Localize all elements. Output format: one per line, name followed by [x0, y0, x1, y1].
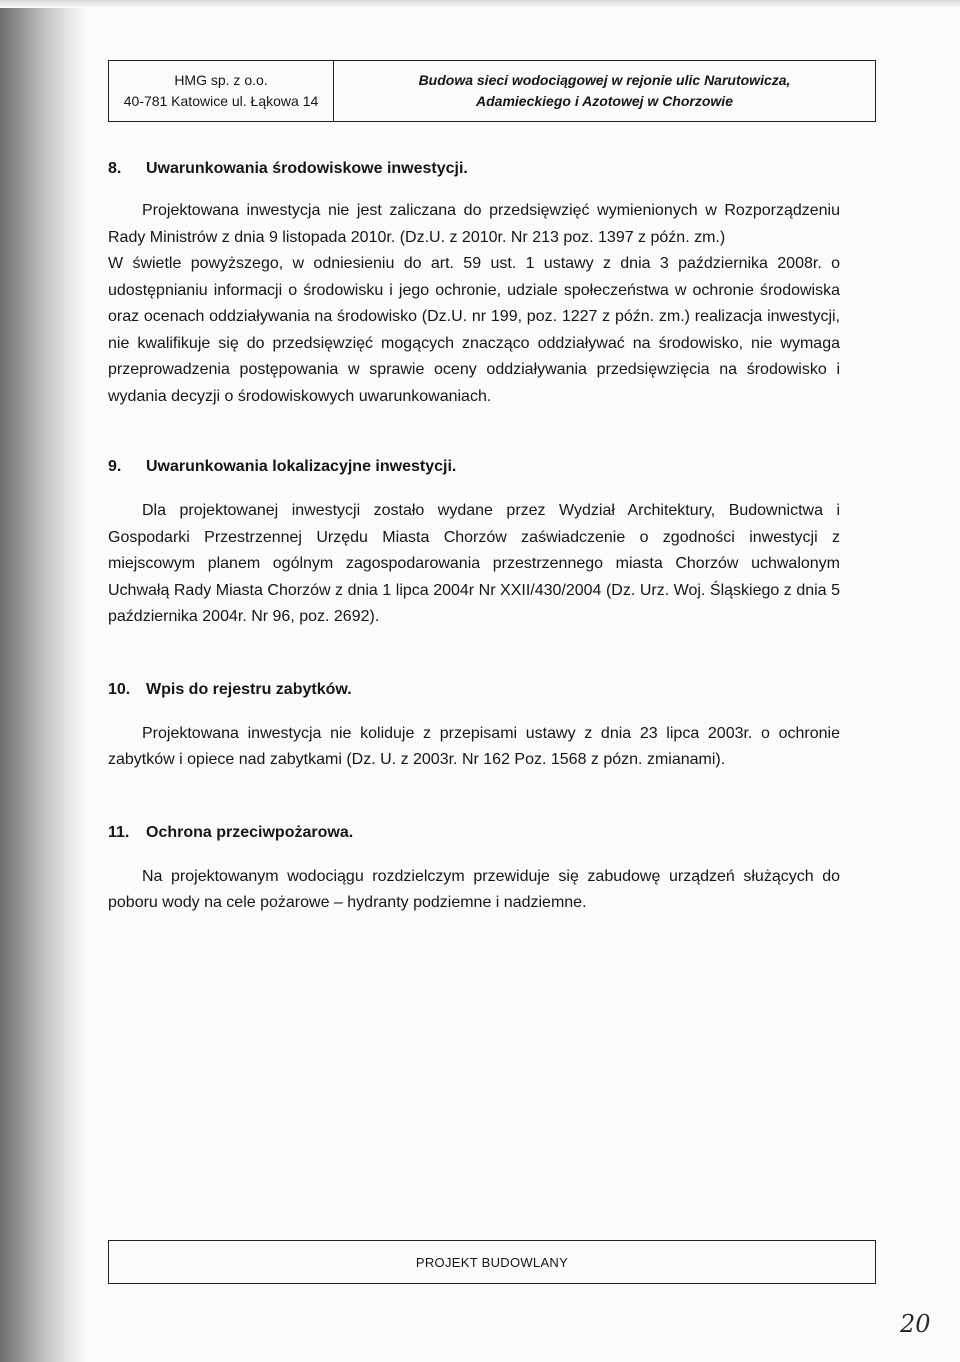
document-body: [108, 160, 840, 917]
section-number: 10.: [108, 680, 131, 698]
project-title-line1: Budowa sieci wodociągowej w rejonie ulic Narutowicza,: [418, 72, 791, 88]
document-footer: [108, 1240, 876, 1284]
scan-binding-shadow: [0, 0, 86, 1362]
handwritten-page-number: 20: [900, 1310, 931, 1338]
footer-label: PROJEKT BUDOWLANY: [415, 1254, 569, 1270]
section-heading: [108, 681, 840, 699]
company-name: HMG sp. z o.o.: [174, 72, 268, 88]
section-title: Uwarunkowania lokalizacyjne inwestycji.: [146, 458, 457, 475]
company-address: 40-781 Katowice ul. Łąkowa 14: [123, 93, 319, 109]
section-number: 9.: [108, 458, 122, 475]
section-10: [108, 681, 840, 774]
paragraph: Projektowana inwestycja nie koliduje z przepisami ustawy z dnia 23 lipca 2003r. o ochronie zabytków i opiece nad zabytkami (Dz. U. z 2003r. Nr 162 Poz. 1568 z pózn. zmianami).: [108, 724, 840, 768]
section-heading: [108, 160, 840, 178]
section-title: Uwarunkowania środowiskowe inwestycji.: [146, 160, 468, 177]
section-heading: [108, 824, 840, 842]
project-title: [334, 61, 875, 121]
project-title-line2: Adamieckiego i Azotowej w Chorzowie: [476, 93, 733, 109]
document-header: [108, 60, 876, 122]
section-number: 11.: [108, 823, 130, 841]
paragraph: W świetle powyższego, w odniesieniu do art. 59 ust. 1 ustawy z dnia 3 października 2008r. o udostępnianiu informacji o środowisku i jego ochronie, udziale społeczeństwa w ochronie środowiska oraz ocenach oddziaływania na środowisko (Dz.U. nr 199, poz. 1227 z późn. zm.) realizacja inwestycji, nie kwalifikuje się do przedsięwzięć mogących znacząco oddziaływać na środowisko, nie wymaga przeprowadzenia postępowania w sprawie oceny oddziaływania przedsięwzięcia na środowisko i wydania decyzji o środowiskowych uwarunkowaniach.: [108, 255, 840, 405]
section-8: [108, 160, 840, 410]
section-11: [108, 824, 840, 917]
scan-top-edge: [0, 0, 960, 8]
paragraph: Dla projektowanej inwestycji zostało wydane przez Wydział Architektury, Budownictwa i Gospodarki Przestrzennej Urzędu Miasta Chorzów zaświadczenie o zgodności inwestycji z miejscowym planem ogólnym zagospodarowania przestrzennego miasta Chorzów uchwalonym Uchwałą Rady Miasta Chorzów z dnia 1 lipca 2004r Nr XXII/430/2004 (Dz. Urz. Woj. Śląskiego z dnia 5 października 2004r. Nr 96, poz. 2692).: [108, 502, 840, 625]
section-9: [108, 458, 840, 631]
paragraph: Projektowana inwestycja nie jest zaliczana do przedsięwzięć wymienionych w Rozporządzeniu Rady Ministrów z dnia 9 listopada 2010r. (Dz.U. z 2010r. Nr 213 poz. 1397 z późn. zm.): [108, 202, 840, 246]
company-info: [109, 61, 334, 121]
section-title: Ochrona przeciwpożarowa.: [146, 823, 354, 841]
section-title: Wpis do rejestru zabytków.: [146, 680, 352, 698]
section-heading: [108, 458, 840, 476]
section-number: 8.: [108, 160, 122, 177]
paragraph: Na projektowanym wodociągu rozdzielczym przewiduje się zabudowę urządzeń służących do poboru wody na cele pożarowe – hydranty podziemne i nadziemne.: [108, 867, 840, 911]
